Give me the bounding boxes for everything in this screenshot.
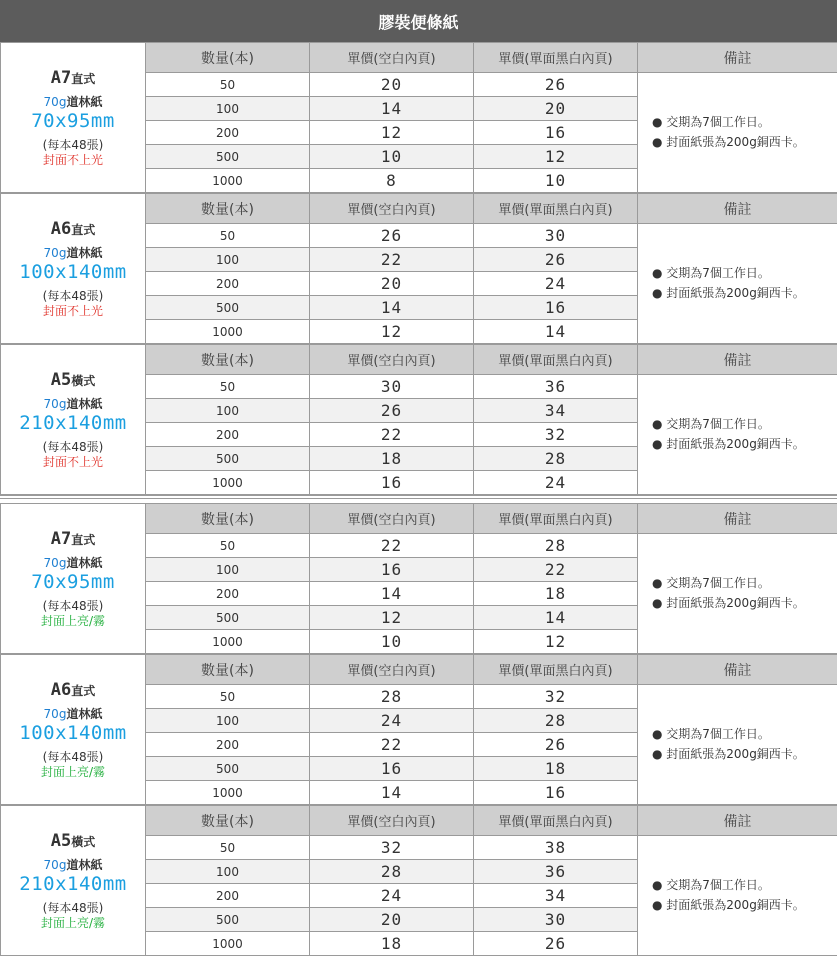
qty-cell: 200 bbox=[146, 272, 310, 296]
qty-cell: 500 bbox=[146, 757, 310, 781]
price-block-a6 bbox=[0, 654, 837, 805]
header-qty: 數量(本) bbox=[146, 806, 310, 836]
price-blank-cell: 24 bbox=[310, 884, 474, 908]
dimensions: 100x140mm bbox=[19, 260, 127, 283]
cover-finish: 封面不上光 bbox=[42, 454, 103, 469]
paper-name: 道林紙 bbox=[66, 857, 103, 872]
header-price-blank: 單價(空白內頁) bbox=[310, 655, 474, 685]
qty-cell: 200 bbox=[146, 733, 310, 757]
paper-name: 道林紙 bbox=[66, 245, 103, 260]
header-price-blank: 單價(空白內頁) bbox=[310, 194, 474, 224]
cover-finish: 封面不上光 bbox=[42, 152, 103, 167]
qty-cell: 100 bbox=[146, 248, 310, 272]
dimensions: 70x95mm bbox=[31, 109, 115, 132]
sheet-count: (每本48張) bbox=[42, 900, 104, 915]
price-bw-cell: 38 bbox=[474, 836, 638, 860]
size-label: A6 bbox=[50, 679, 72, 700]
price-blank-cell: 16 bbox=[310, 757, 474, 781]
price-blank-cell: 16 bbox=[310, 558, 474, 582]
note-cover-paper: ● 封面紙張為200g銅西卡。 bbox=[652, 436, 805, 451]
price-bw-cell: 16 bbox=[474, 781, 638, 805]
price-block-a6 bbox=[0, 193, 837, 344]
price-bw-cell: 36 bbox=[474, 860, 638, 884]
orientation-label: 橫式 bbox=[71, 373, 96, 388]
price-table bbox=[0, 654, 837, 805]
notes-cell bbox=[638, 73, 837, 193]
header-notes: 備註 bbox=[638, 194, 837, 224]
notes-cell bbox=[638, 375, 837, 495]
spec-cell bbox=[1, 655, 146, 805]
header-price-bw: 單價(單面黑白內頁) bbox=[474, 655, 638, 685]
price-blank-cell: 16 bbox=[310, 471, 474, 495]
header-price-blank: 單價(空白內頁) bbox=[310, 43, 474, 73]
dimensions: 70x95mm bbox=[31, 570, 115, 593]
header-notes: 備註 bbox=[638, 806, 837, 836]
header-qty: 數量(本) bbox=[146, 43, 310, 73]
price-bw-cell: 30 bbox=[474, 908, 638, 932]
price-block-a7 bbox=[0, 503, 837, 654]
price-bw-cell: 18 bbox=[474, 582, 638, 606]
paper-weight: 70g bbox=[43, 857, 67, 872]
price-blank-cell: 18 bbox=[310, 932, 474, 956]
paper-name: 道林紙 bbox=[66, 555, 103, 570]
qty-cell: 200 bbox=[146, 121, 310, 145]
price-blank-cell: 22 bbox=[310, 423, 474, 447]
qty-cell: 500 bbox=[146, 447, 310, 471]
dimensions: 100x140mm bbox=[19, 721, 127, 744]
header-price-bw: 單價(單面黑白內頁) bbox=[474, 806, 638, 836]
price-table bbox=[0, 42, 837, 193]
dimensions: 210x140mm bbox=[19, 411, 127, 434]
price-blank-cell: 10 bbox=[310, 630, 474, 654]
sheet-count: (每本48張) bbox=[42, 137, 104, 152]
qty-cell: 50 bbox=[146, 73, 310, 97]
qty-cell: 1000 bbox=[146, 932, 310, 956]
price-bw-cell: 26 bbox=[474, 248, 638, 272]
qty-cell: 1000 bbox=[146, 781, 310, 805]
paper-weight: 70g bbox=[43, 396, 67, 411]
price-bw-cell: 18 bbox=[474, 757, 638, 781]
price-bw-cell: 26 bbox=[474, 733, 638, 757]
header-qty: 數量(本) bbox=[146, 194, 310, 224]
header-price-bw: 單價(單面黑白內頁) bbox=[474, 43, 638, 73]
note-cover-paper: ● 封面紙張為200g銅西卡。 bbox=[652, 134, 805, 149]
price-table bbox=[0, 805, 837, 956]
price-bw-cell: 12 bbox=[474, 145, 638, 169]
spec-cell bbox=[1, 806, 146, 956]
notes-cell bbox=[638, 685, 837, 805]
qty-cell: 500 bbox=[146, 145, 310, 169]
price-bw-cell: 34 bbox=[474, 884, 638, 908]
price-table bbox=[0, 344, 837, 495]
header-price-blank: 單價(空白內頁) bbox=[310, 345, 474, 375]
size-label: A5 bbox=[50, 369, 72, 390]
page-title: 膠裝便條紙 bbox=[0, 0, 837, 42]
qty-cell: 200 bbox=[146, 884, 310, 908]
price-block-a5 bbox=[0, 805, 837, 956]
qty-cell: 200 bbox=[146, 423, 310, 447]
price-blank-cell: 20 bbox=[310, 73, 474, 97]
price-block-a5 bbox=[0, 344, 837, 495]
note-lead-time: ● 交期為7個工作日。 bbox=[652, 576, 770, 591]
price-blank-cell: 10 bbox=[310, 145, 474, 169]
qty-cell: 1000 bbox=[146, 630, 310, 654]
notes-cell bbox=[638, 224, 837, 344]
price-bw-cell: 36 bbox=[474, 375, 638, 399]
price-blank-cell: 14 bbox=[310, 296, 474, 320]
cover-finish: 封面不上光 bbox=[42, 303, 103, 318]
price-blank-cell: 24 bbox=[310, 709, 474, 733]
price-bw-cell: 16 bbox=[474, 296, 638, 320]
header-qty: 數量(本) bbox=[146, 504, 310, 534]
qty-cell: 50 bbox=[146, 375, 310, 399]
qty-cell: 500 bbox=[146, 296, 310, 320]
price-bw-cell: 10 bbox=[474, 169, 638, 193]
price-bw-cell: 14 bbox=[474, 606, 638, 630]
price-blank-cell: 8 bbox=[310, 169, 474, 193]
note-lead-time: ● 交期為7個工作日。 bbox=[652, 266, 770, 281]
price-blank-cell: 20 bbox=[310, 272, 474, 296]
header-notes: 備註 bbox=[638, 345, 837, 375]
note-cover-paper: ● 封面紙張為200g銅西卡。 bbox=[652, 285, 805, 300]
qty-cell: 50 bbox=[146, 836, 310, 860]
note-cover-paper: ● 封面紙張為200g銅西卡。 bbox=[652, 897, 805, 912]
price-blank-cell: 28 bbox=[310, 860, 474, 884]
note-lead-time: ● 交期為7個工作日。 bbox=[652, 878, 770, 893]
header-price-bw: 單價(單面黑白內頁) bbox=[474, 345, 638, 375]
price-bw-cell: 22 bbox=[474, 558, 638, 582]
qty-cell: 1000 bbox=[146, 169, 310, 193]
orientation-label: 直式 bbox=[71, 532, 96, 547]
paper-weight: 70g bbox=[43, 555, 67, 570]
dimensions: 210x140mm bbox=[19, 872, 127, 895]
orientation-label: 直式 bbox=[71, 222, 96, 237]
header-notes: 備註 bbox=[638, 43, 837, 73]
price-blank-cell: 26 bbox=[310, 224, 474, 248]
sheet-count: (每本48張) bbox=[42, 598, 104, 613]
price-blank-cell: 12 bbox=[310, 121, 474, 145]
price-bw-cell: 20 bbox=[474, 97, 638, 121]
price-bw-cell: 32 bbox=[474, 685, 638, 709]
qty-cell: 50 bbox=[146, 685, 310, 709]
size-label: A7 bbox=[50, 67, 72, 88]
spec-cell bbox=[1, 43, 146, 193]
section-divider bbox=[0, 495, 837, 499]
price-blank-cell: 14 bbox=[310, 781, 474, 805]
price-blank-cell: 20 bbox=[310, 908, 474, 932]
qty-cell: 100 bbox=[146, 97, 310, 121]
paper-name: 道林紙 bbox=[66, 396, 103, 411]
price-bw-cell: 16 bbox=[474, 121, 638, 145]
price-blank-cell: 14 bbox=[310, 97, 474, 121]
price-block-a7 bbox=[0, 42, 837, 193]
sheet-count: (每本48張) bbox=[42, 749, 104, 764]
price-blank-cell: 14 bbox=[310, 582, 474, 606]
price-bw-cell: 28 bbox=[474, 447, 638, 471]
header-price-bw: 單價(單面黑白內頁) bbox=[474, 194, 638, 224]
price-bw-cell: 28 bbox=[474, 534, 638, 558]
qty-cell: 500 bbox=[146, 908, 310, 932]
paper-name: 道林紙 bbox=[66, 94, 103, 109]
header-qty: 數量(本) bbox=[146, 345, 310, 375]
price-bw-cell: 24 bbox=[474, 272, 638, 296]
note-cover-paper: ● 封面紙張為200g銅西卡。 bbox=[652, 595, 805, 610]
qty-cell: 50 bbox=[146, 224, 310, 248]
spec-cell bbox=[1, 194, 146, 344]
price-bw-cell: 32 bbox=[474, 423, 638, 447]
price-blank-cell: 26 bbox=[310, 399, 474, 423]
notes-cell bbox=[638, 836, 837, 956]
note-lead-time: ● 交期為7個工作日。 bbox=[652, 417, 770, 432]
note-lead-time: ● 交期為7個工作日。 bbox=[652, 727, 770, 742]
paper-weight: 70g bbox=[43, 245, 67, 260]
orientation-label: 直式 bbox=[71, 71, 96, 86]
price-blank-cell: 22 bbox=[310, 534, 474, 558]
price-bw-cell: 28 bbox=[474, 709, 638, 733]
qty-cell: 100 bbox=[146, 399, 310, 423]
qty-cell: 1000 bbox=[146, 320, 310, 344]
notes-cell bbox=[638, 534, 837, 654]
paper-weight: 70g bbox=[43, 94, 67, 109]
cover-finish: 封面上亮/霧 bbox=[40, 764, 106, 779]
header-notes: 備註 bbox=[638, 504, 837, 534]
size-label: A7 bbox=[50, 528, 72, 549]
note-lead-time: ● 交期為7個工作日。 bbox=[652, 115, 770, 130]
price-bw-cell: 26 bbox=[474, 932, 638, 956]
price-blank-cell: 22 bbox=[310, 733, 474, 757]
price-blank-cell: 12 bbox=[310, 606, 474, 630]
paper-weight: 70g bbox=[43, 706, 67, 721]
cover-finish: 封面上亮/霧 bbox=[40, 613, 106, 628]
price-bw-cell: 14 bbox=[474, 320, 638, 344]
qty-cell: 500 bbox=[146, 606, 310, 630]
cover-finish: 封面上亮/霧 bbox=[40, 915, 106, 930]
header-qty: 數量(本) bbox=[146, 655, 310, 685]
price-bw-cell: 12 bbox=[474, 630, 638, 654]
price-bw-cell: 34 bbox=[474, 399, 638, 423]
price-table bbox=[0, 193, 837, 344]
price-blank-cell: 12 bbox=[310, 320, 474, 344]
price-blank-cell: 28 bbox=[310, 685, 474, 709]
price-blank-cell: 18 bbox=[310, 447, 474, 471]
price-bw-cell: 30 bbox=[474, 224, 638, 248]
spec-cell bbox=[1, 345, 146, 495]
qty-cell: 100 bbox=[146, 558, 310, 582]
size-label: A5 bbox=[50, 830, 72, 851]
header-price-blank: 單價(空白內頁) bbox=[310, 806, 474, 836]
price-bw-cell: 24 bbox=[474, 471, 638, 495]
price-bw-cell: 26 bbox=[474, 73, 638, 97]
note-cover-paper: ● 封面紙張為200g銅西卡。 bbox=[652, 746, 805, 761]
spec-cell bbox=[1, 504, 146, 654]
price-table bbox=[0, 503, 837, 654]
qty-cell: 200 bbox=[146, 582, 310, 606]
qty-cell: 50 bbox=[146, 534, 310, 558]
size-label: A6 bbox=[50, 218, 72, 239]
sheet-count: (每本48張) bbox=[42, 439, 104, 454]
qty-cell: 100 bbox=[146, 709, 310, 733]
qty-cell: 100 bbox=[146, 860, 310, 884]
header-price-bw: 單價(單面黑白內頁) bbox=[474, 504, 638, 534]
header-price-blank: 單價(空白內頁) bbox=[310, 504, 474, 534]
paper-name: 道林紙 bbox=[66, 706, 103, 721]
sheet-count: (每本48張) bbox=[42, 288, 104, 303]
price-blank-cell: 22 bbox=[310, 248, 474, 272]
qty-cell: 1000 bbox=[146, 471, 310, 495]
orientation-label: 直式 bbox=[71, 683, 96, 698]
orientation-label: 橫式 bbox=[71, 834, 96, 849]
price-blank-cell: 32 bbox=[310, 836, 474, 860]
price-blank-cell: 30 bbox=[310, 375, 474, 399]
header-notes: 備註 bbox=[638, 655, 837, 685]
